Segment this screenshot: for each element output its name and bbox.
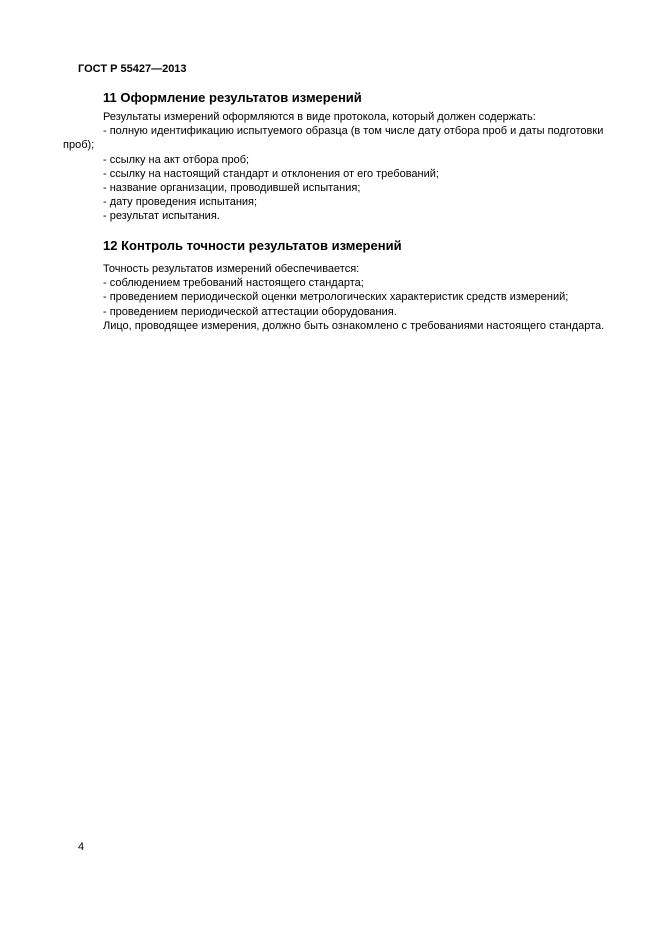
text-line: - проведением периодической оценки метрологических характеристик средств измерений; [103,291,569,304]
page-number: 4 [78,841,85,853]
text-line: Лицо, проводящее измерения, должно быть ознакомлено с требованиями настоящего стандарта. [103,319,605,332]
text-line: Результаты измерений оформляются в виде протокола, который должен содержать: [103,111,536,123]
section-11-heading: 11 Оформление результатов измерений [103,90,362,105]
running-header: ГОСТ Р 55427—2013 [78,63,187,75]
text-line: - ссылку на акт отбора проб; [103,153,250,166]
section-11-body [63,110,611,224]
text-line: проб); [63,139,95,152]
text-line: - название организации, проводившей испытания; [103,182,361,195]
text-line: - дату проведения испытания; [103,196,258,209]
section-12-body [63,262,611,333]
section-12-heading: 12 Контроль точности результатов измерений [103,238,402,253]
text-line: - результат испытания. [103,210,220,223]
text-line: - проведением периодической аттестации оборудования. [103,305,397,318]
text-line: - полную идентификацию испытуемого образца (в том числе дату отбора проб и даты подготовки [103,125,604,138]
text-line: - соблюдением требований настоящего стандарта; [103,277,364,290]
text-line: - ссылку на настоящий стандарт и отклонения от его требований; [103,167,439,180]
text-line: Точность результатов измерений обеспечивается: [103,263,360,275]
